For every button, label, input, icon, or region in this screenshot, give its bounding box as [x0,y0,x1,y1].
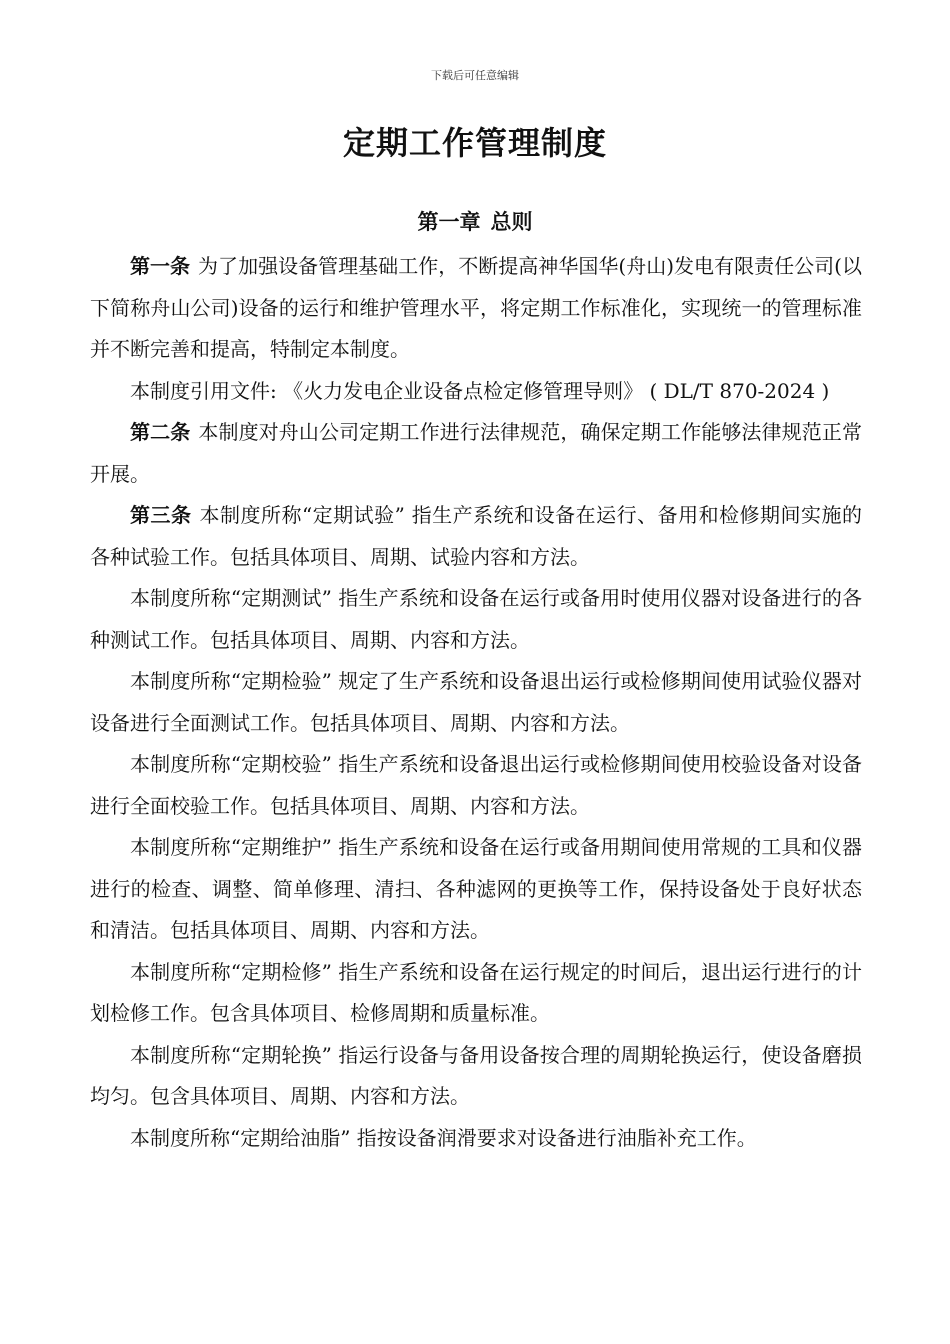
paragraph-text: 本制度所称“定期试验” 指生产系统和设备在运行、备用和检修期间实施的各种试验工作。包括具体项目、周期、试验内容和方法。 [90,503,863,569]
paragraph-text: 本制度所称“定期检验” 规定了生产系统和设备退出运行或检修期间使用试验仪器对设备进行全面测试工作。包括具体项目、周期、内容和方法。 [90,669,862,735]
paragraph-text: 本制度所称“定期轮换” 指运行设备与备用设备按合理的周期轮换运行，使设备磨损均匀。包含具体项目、周期、内容和方法。 [90,1042,862,1108]
document-title: 定期工作管理制度 [342,124,607,162]
chapter-number: 第一章 [417,210,481,234]
article-label: 第二条 [130,420,191,444]
paragraph-text: 本制度所称“定期检修” 指生产系统和设备在运行规定的时间后，退出运行进行的计划检修工作。包含具体项目、检修周期和质量标准。 [90,959,862,1025]
paragraph-reference [90,371,862,413]
paragraph-text: 为了加强设备管理基础工作，不断提高神华国华(舟山)发电有限责任公司(以下简称舟山公司)设备的运行和维护管理水平，将定期工作标准化，实现统一的管理标准并不断完善和提高，特制定本制度。 [90,254,862,361]
paragraph-text: 本制度所称“定期给油脂” 指按设备润滑要求对设备进行油脂补充工作。 [130,1125,757,1150]
paragraph-periodic-inspection [90,661,862,744]
header-note: 下载后可任意编辑 [431,69,519,82]
paragraph-text: 本制度引用文件: 《火力发电企业设备点检定修管理导则》 ( DL/T 870-2024 ) [130,378,830,403]
paragraph-article-3 [90,495,862,578]
chapter-heading [0,206,950,236]
chapter-name: 总则 [490,210,533,234]
paragraph-periodic-rotation [90,1035,862,1118]
paragraph-periodic-greasing [90,1118,862,1160]
paragraph-periodic-calibration [90,744,862,827]
paragraph-text: 本制度所称“定期测试” 指生产系统和设备在运行或备用时使用仪器对设备进行的各种测试工作。包括具体项目、周期、内容和方法。 [90,586,862,652]
paragraph-periodic-maintenance [90,827,862,952]
paragraph-periodic-overhaul [90,952,862,1035]
paragraph-text: 本制度对舟山公司定期工作进行法律规范，确保定期工作能够法律规范正常开展。 [90,420,863,486]
paragraph-article-2 [90,412,862,495]
paragraph-periodic-testing [90,578,862,661]
paragraph-text: 本制度所称“定期校验” 指生产系统和设备退出运行或检修期间使用校验设备对设备进行全面校验工作。包括具体项目、周期、内容和方法。 [90,752,862,818]
article-label: 第一条 [130,254,191,278]
article-label: 第三条 [130,503,192,527]
paragraph-article-1 [90,246,862,371]
paragraph-text: 本制度所称“定期维护” 指生产系统和设备在运行或备用期间使用常规的工具和仪器进行的检查、调整、简单修理、清扫、各种滤网的更换等工作，保持设备处于良好状态和清洁。包括具体项目、周期、内容和方法。 [90,835,862,942]
document-body [90,246,862,1159]
